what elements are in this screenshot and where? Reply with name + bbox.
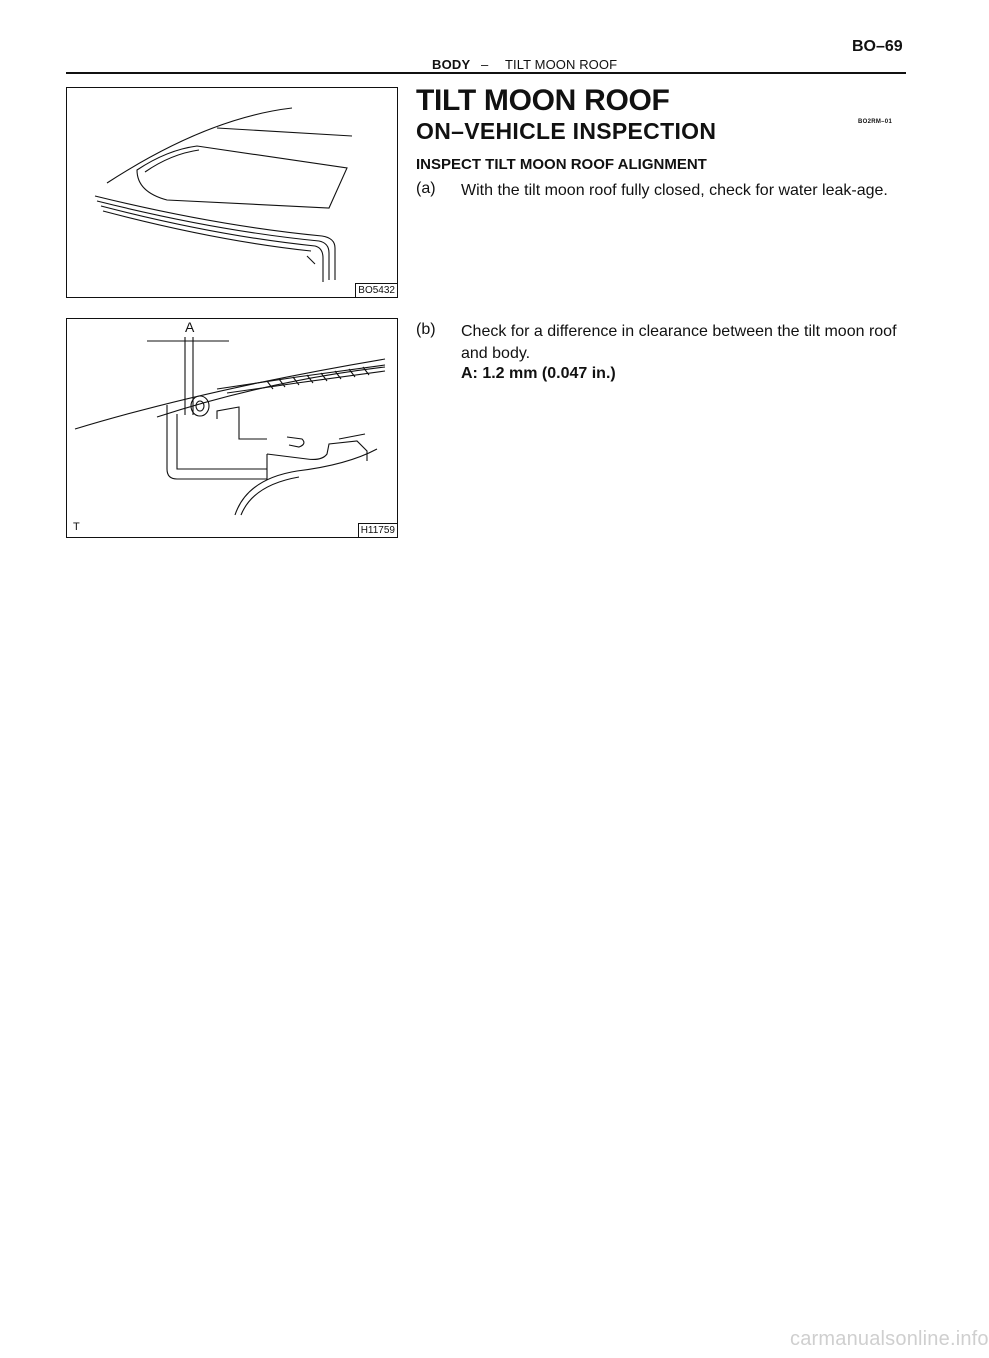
- dimension-label-a: A: [185, 319, 195, 335]
- item-a-text: With the tilt moon roof fully closed, check for water leak-age.: [461, 182, 888, 199]
- header-rule: [66, 72, 906, 74]
- figure-clearance-detail: [66, 318, 398, 538]
- figure-code: BO5432: [355, 283, 397, 297]
- item-a-letter: (a): [416, 180, 436, 197]
- document-code: BO2RM–01: [858, 119, 893, 125]
- footer-watermark: carmanualsonline.info: [790, 1328, 989, 1350]
- header-section: BODY: [432, 57, 471, 72]
- clearance-spec: A: 1.2 mm (0.047 in.): [461, 365, 616, 382]
- item-b-letter: (b): [416, 321, 436, 338]
- figure-moon-roof-overview: [66, 87, 398, 298]
- section-subtitle: ON–VEHICLE INSPECTION: [416, 118, 717, 144]
- clearance-illustration: [67, 319, 397, 537]
- moon-roof-illustration: [67, 88, 397, 297]
- header-subsection: TILT MOON ROOF: [505, 57, 618, 72]
- figure-label-t: T: [73, 521, 80, 533]
- figure-code: H11759: [358, 523, 397, 537]
- header-dash: –: [481, 57, 489, 72]
- item-b-text: Check for a difference in clearance between the tilt moon roof and body.: [461, 323, 897, 362]
- page-title: TILT MOON ROOF: [416, 84, 670, 117]
- step-heading: INSPECT TILT MOON ROOF ALIGNMENT: [416, 156, 707, 173]
- page-number: BO–69: [852, 38, 903, 55]
